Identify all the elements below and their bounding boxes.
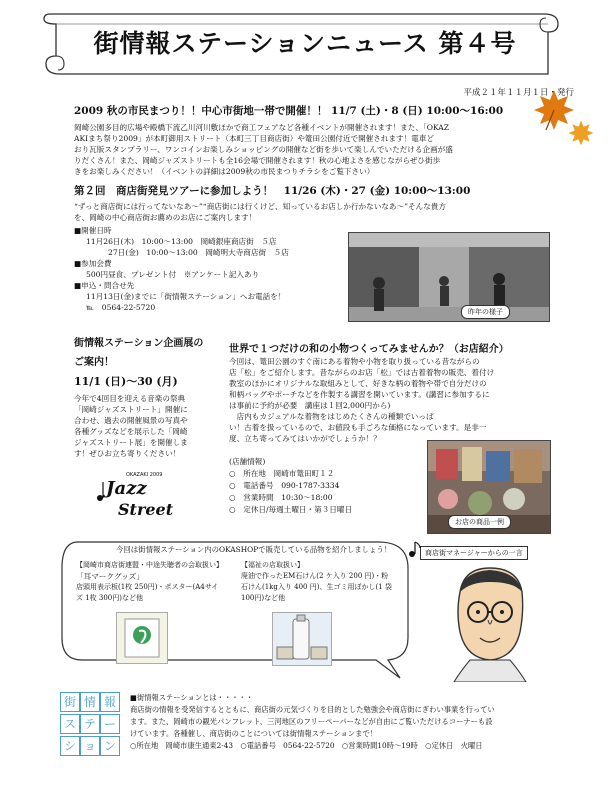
exhibit-title: 街情報ステーション企画展の [74, 338, 204, 349]
tour-date-line: 27日(金) 10:00～13:00 岡崎明大寺商店街 ５店 [108, 248, 289, 257]
shop-line: い！古着を扱っているので、お値段も手ごろな価格になっています。是非一 [229, 423, 487, 432]
logo-char: シ [60, 736, 80, 756]
exhibit-line: 「岡崎ジャズストリート」開催に [74, 405, 188, 414]
tour-photo-caption: 昨年の様子 [461, 305, 510, 319]
shopping-street-photo [349, 233, 549, 321]
shop-photo [427, 440, 551, 534]
shop-line: 和柄バッグやポーチなどを作製する講習を開いています。(講習に参加するに [229, 390, 490, 399]
shop-photo-caption: お店の商品一例 [448, 515, 511, 529]
logo-char: テ [80, 714, 100, 734]
station-logo-grid [60, 692, 120, 756]
tour-photo [348, 232, 550, 322]
manager-comment-label: 商店街マネージャーからの一言 [420, 546, 528, 560]
ear-mark-goods-photo [116, 612, 168, 664]
tour-tel-line: ℡ 0564-22-5720 [86, 303, 156, 312]
newsletter-title: 街情報ステーションニュース 第４号 [93, 29, 517, 58]
logo-char: ー [100, 714, 120, 734]
about-block [130, 692, 570, 752]
okashop-left-label: 【岡崎市商店街連盟・中途失聴者の会取扱い】 [76, 561, 223, 569]
ear-mark-icon [117, 613, 167, 663]
logo-char: 情 [80, 692, 100, 712]
shop-line: 度、立ち寄ってみてはいかがでしょうか！？ [229, 434, 381, 443]
exhibit-block [74, 336, 224, 459]
music-note-icon [96, 480, 106, 502]
festival-line: りだくさん！また、岡崎ジャズストリートも全16会場で開催されます！秋の心地よさを感じながらぜひ街歩 [74, 156, 441, 165]
soap-bottle-icon [273, 613, 331, 665]
music-note-icon [408, 540, 422, 558]
shop-info-line: ○ 所在地 岡崎市篭田町１２ [229, 469, 335, 478]
station-logo [60, 692, 120, 752]
shop-info-line: ○ 営業時間 10:30～18:00 [229, 493, 333, 502]
tour-date-line: 11月26日(木) 10:00～13:00 岡崎銀座商店街 ５店 [86, 237, 277, 246]
shop-line: 今回は、篭田公園のすぐ南にある着物や小物を取り扱っている昔ながらの [229, 357, 480, 366]
logo-char: ョ [80, 736, 100, 756]
shop-info [229, 456, 419, 516]
shop-info-line: ○ 電話番号 090-1787-3334 [229, 481, 340, 490]
festival-line: AKIまち祭り2009」が本町御用ストリート（本町三丁目商店街）や篭田公園付近で開催されます！電車ど [74, 134, 435, 143]
soap-goods-photo [272, 612, 332, 666]
logo-char: ス [60, 714, 80, 734]
tour-apply-label: ■申込・問合せ先 [74, 281, 135, 290]
shop-line: 店「松」をご紹介します。昔ながらのお店「松」では古着着物の販売、着付け [229, 368, 495, 377]
exhibit-body [74, 393, 224, 459]
exhibit-line: 今年で4回目を迎える音楽の祭典 [74, 394, 186, 403]
autumn-maple-leaf-icon [566, 118, 596, 148]
festival-line: 岡崎公園多目的広場や殿橋下流乙川河川敷ほかで商工フェアなど各種イベントが開催されます！また、「OKAZ [74, 123, 450, 132]
okashop-right-line: 100円)など他 [241, 594, 286, 602]
okashop-left-line: 店頭用表示板(1枚 250円)・ポスター(A4サイ [76, 583, 219, 591]
exhibit-title-2: ご案内！ [74, 357, 114, 368]
okashop-right [241, 560, 411, 604]
shop-line: は事前に予約が必要 講座は１回2,000円から) [229, 401, 391, 410]
tour-intro-line: “ずっと商店街には行ってないなあ～”“商店街には行くけど、知っているお店しか行かないなあ～”そんな貴方 [74, 202, 446, 211]
logo-char: 報 [100, 692, 120, 712]
issue-date: 平成２１年１１月１日・発行 [463, 88, 574, 98]
exhibit-line: 合わせ、過去の開催風景の写真や [74, 416, 188, 425]
okashop-right-line: 廃油で作ったEM石けん(2 ケ入り 200 円)・粉 [241, 572, 389, 580]
manager-portrait [440, 562, 540, 682]
logo-char: ン [100, 736, 120, 756]
jazz-street-logo [96, 472, 192, 528]
tour-headline: 第２回 商店街発見ツアーに参加しよう！ 11/26 (木)・27 (金) 10:00～13:00 [74, 185, 471, 197]
festival-line: おり瓦版スタンプラリー、ワンコインお楽しみショッピングの開催など街を歩いて楽しんでいただける企画が盛 [74, 145, 453, 154]
festival-body [74, 122, 544, 177]
okashop-right-line: 石けん(1kg入り 400 円)、生ゴミ用ぼかし(1 袋 [241, 583, 392, 591]
tour-apply-line: 11月13日(金)までに「街情報ステーション」へお電話を！ [86, 292, 286, 301]
okashop-left-item: 「耳マークグッズ」 [76, 572, 144, 581]
exhibit-line: す！ぜひお立ち寄りください！ [74, 449, 181, 458]
about-heading: ■街情報ステーションとは・・・・・ [130, 693, 254, 702]
exhibit-dates: 11/1 (日)～30 (月) [74, 375, 178, 388]
logo-char: 街 [60, 692, 80, 712]
tour-intro-line: を、岡崎の中心商店街お薦めのお店にご案内します！ [74, 213, 257, 222]
festival-line: きをお楽しみください！（イベントの詳細は2009秋の市民まつりチラシをご覧下さい） [74, 167, 375, 176]
tour-fee-label: ■参加会費 [74, 259, 112, 268]
tour-date-label: ■開催日時 [74, 226, 112, 235]
shop-info-line: ○ 定休日/毎週土曜日・第３日曜日 [229, 505, 353, 514]
tour-details [74, 225, 354, 313]
shop-body [229, 356, 554, 444]
okashop-right-label: 【福祉の店取扱い】 [241, 561, 304, 569]
okashop-intro: 今回は街情報ステーション内のOKASHOPで販売している品物を紹介しましょう！ [116, 545, 392, 554]
exhibit-line: 各種グッズなどを展示した「岡崎 [74, 427, 188, 436]
street-logo-word: Street [118, 500, 174, 519]
tour-fee-line: 500円昼食、プレゼント付 ※アンケート記入あり [86, 270, 260, 279]
jazz-logo-top: OKAZAKI 2009 [126, 472, 163, 478]
exhibit-line: ジャズストリート展」を開催しま [74, 438, 188, 447]
about-line: ○所在地 岡崎市康生通東2-43 ○電話番号 0564-22-5720 ○営業時間10時～19時 ○定休日 火曜日 [130, 741, 483, 750]
about-line: 商店街の情報を受発信するとともに、商店街の元気づくりを目的とした勉強会や商店街にぎわい事業を行ってい [130, 705, 495, 714]
about-line: ます。また、岡崎市の観光パンフレット、三河地区のフリーペーパーなどが自由にご覧いただけるコーナーも設 [130, 717, 493, 726]
jazz-logo-word: Jazz [106, 478, 147, 499]
festival-headline: 2009 秋の市民まつり！！中心市街地一帯で開催！！ 11/7 (土)・8 (日) 10:00～16:00 [74, 105, 504, 117]
shop-info-label: (店舗情報) [229, 457, 266, 466]
shop-line: 教室のほかにオリジナルな取組みとして、好きな柄の着物や帯で自分だけの [229, 379, 487, 388]
shop-line: 店内もカジュアルな着物をはじめたくさんの種類でいっぱ [229, 412, 434, 421]
okashop-left-line: ズ 1枚 300円)など他 [76, 594, 143, 602]
about-line: けています。各種催し、商店街のことについては街情報ステーションまで！ [130, 729, 377, 738]
shop-title: 世界で１つだけの和の小物つくってみませんか？（お店紹介） [229, 344, 509, 355]
tour-intro [74, 201, 554, 223]
okashop-left [76, 560, 236, 604]
